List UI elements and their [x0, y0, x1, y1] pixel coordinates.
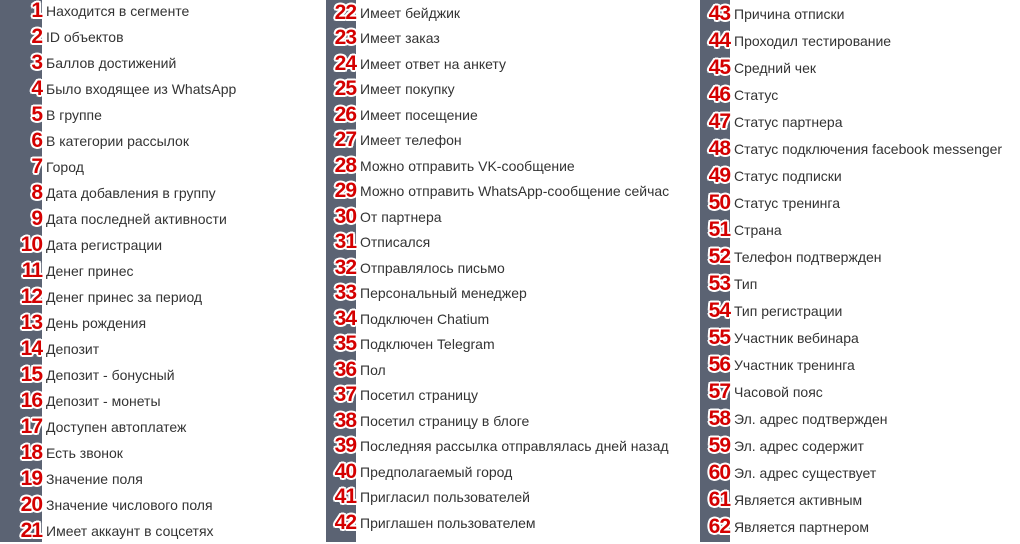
condition-number-badge: 8	[31, 181, 42, 204]
condition-number-badge: 32	[334, 255, 356, 279]
condition-label: Имеет ответ на анкету	[360, 55, 506, 72]
condition-label: Пол	[360, 361, 386, 378]
condition-label: Депозит	[46, 341, 100, 357]
condition-list	[0, 0, 236, 544]
condition-number-badge: 35	[334, 332, 356, 356]
condition-label: Участник вебинара	[734, 329, 859, 346]
condition-label: Статус тренинга	[734, 194, 840, 211]
condition-number-badge: 31	[334, 230, 356, 254]
condition-label: Имеет заказ	[360, 30, 440, 47]
condition-label: Было входящее из WhatsApp	[46, 81, 237, 97]
condition-label: ID объектов	[46, 29, 124, 45]
condition-item[interactable]	[700, 216, 1002, 243]
condition-item[interactable]	[700, 135, 1002, 162]
condition-item[interactable]	[0, 24, 236, 50]
condition-item[interactable]	[700, 405, 1002, 432]
condition-label: Телефон подтвержден	[734, 248, 882, 265]
condition-label: Статус подключения facebook messenger	[734, 140, 1003, 157]
condition-item[interactable]	[326, 204, 669, 230]
condition-number-badge: 29	[334, 179, 356, 203]
condition-number-badge: 20	[20, 493, 42, 516]
condition-number-badge: 12	[20, 285, 42, 308]
condition-number-badge: 56	[708, 352, 730, 376]
condition-label: Часовой пояс	[734, 383, 823, 400]
condition-item[interactable]	[0, 258, 236, 284]
condition-label: Находится в сегменте	[46, 3, 190, 19]
condition-item[interactable]	[0, 466, 236, 492]
condition-number-badge: 38	[334, 408, 356, 432]
condition-label: День рождения	[46, 315, 147, 331]
condition-label: В категории рассылок	[46, 133, 189, 149]
condition-number-badge: 2	[31, 25, 42, 48]
condition-item[interactable]	[700, 459, 1002, 486]
condition-number-badge: 46	[708, 82, 730, 106]
condition-number-badge: 52	[708, 244, 730, 268]
condition-number-badge: 60	[708, 460, 730, 484]
condition-label: Персональный менеджер	[360, 285, 527, 302]
condition-number-badge: 23	[334, 26, 356, 50]
condition-item[interactable]	[700, 297, 1002, 324]
condition-item[interactable]	[326, 459, 669, 485]
condition-label: Последняя рассылка отправлялась дней назад	[360, 438, 669, 455]
condition-number-badge: 36	[334, 357, 356, 381]
condition-label: Депозит - монеты	[46, 393, 161, 409]
condition-item[interactable]	[326, 26, 669, 52]
condition-item[interactable]	[0, 128, 236, 154]
condition-label: Является партнером	[734, 518, 869, 535]
condition-item[interactable]	[326, 77, 669, 103]
condition-label: В группе	[46, 107, 102, 123]
condition-number-badge: 6	[31, 129, 42, 152]
condition-item[interactable]	[326, 0, 669, 26]
condition-label: Тип регистрации	[734, 302, 843, 319]
condition-item[interactable]	[326, 332, 669, 358]
condition-item[interactable]	[0, 102, 236, 128]
condition-item[interactable]	[326, 179, 669, 205]
condition-item[interactable]	[326, 102, 669, 128]
condition-number-badge: 47	[708, 109, 730, 133]
condition-label: Причина отписки	[734, 5, 845, 22]
condition-item[interactable]	[326, 434, 669, 460]
condition-label: Подключен Chatium	[360, 310, 490, 327]
condition-item[interactable]	[700, 270, 1002, 297]
condition-list	[700, 0, 1002, 540]
condition-item[interactable]	[0, 206, 236, 232]
condition-label: Можно отправить VK-сообщение	[360, 157, 575, 174]
condition-number-badge: 7	[31, 155, 42, 178]
condition-item[interactable]	[700, 108, 1002, 135]
condition-item[interactable]	[326, 408, 669, 434]
condition-label: Подключен Telegram	[360, 336, 495, 353]
condition-item[interactable]	[700, 378, 1002, 405]
condition-number-badge: 10	[20, 233, 42, 256]
condition-number-badge: 37	[334, 383, 356, 407]
condition-item[interactable]	[700, 54, 1002, 81]
condition-label: Участник тренинга	[734, 356, 855, 373]
condition-number-badge: 58	[708, 406, 730, 430]
condition-number-badge: 41	[334, 485, 356, 509]
condition-item[interactable]	[700, 513, 1002, 540]
condition-label: Доступен автоплатеж	[46, 419, 187, 435]
condition-label: Пригласил пользователей	[360, 489, 530, 506]
condition-number-badge: 49	[708, 163, 730, 187]
condition-number-badge: 27	[334, 128, 356, 152]
condition-number-badge: 28	[334, 153, 356, 177]
condition-item[interactable]	[700, 81, 1002, 108]
condition-label: Имеет бейджик	[360, 4, 461, 21]
condition-item[interactable]	[0, 518, 236, 544]
condition-number-badge: 43	[708, 1, 730, 25]
condition-label: Страна	[734, 221, 782, 238]
condition-number-badge: 59	[708, 433, 730, 457]
condition-item[interactable]	[326, 255, 669, 281]
condition-label: Статус подписки	[734, 167, 842, 184]
condition-label: Средний чек	[734, 59, 817, 76]
condition-number-badge: 3	[31, 51, 42, 74]
condition-label: Эл. адрес подтвержден	[734, 410, 888, 427]
condition-number-badge: 17	[20, 415, 42, 438]
condition-label: Статус	[734, 86, 779, 103]
condition-item[interactable]	[700, 324, 1002, 351]
condition-number-badge: 14	[20, 337, 42, 360]
condition-label: Имеет покупку	[360, 81, 455, 98]
condition-label: Значение числового поля	[46, 497, 213, 513]
condition-number-badge: 4	[31, 77, 42, 100]
condition-label: Значение поля	[46, 471, 143, 487]
condition-number-badge: 24	[334, 51, 356, 75]
condition-number-badge: 15	[20, 363, 42, 386]
condition-number-badge: 26	[334, 102, 356, 126]
condition-column-3	[700, 0, 1020, 542]
condition-number-badge: 42	[334, 510, 356, 534]
condition-item[interactable]	[0, 310, 236, 336]
condition-number-badge: 62	[708, 514, 730, 538]
condition-number-badge: 5	[31, 103, 42, 126]
condition-label: Дата последней активности	[46, 211, 227, 227]
condition-number-badge: 1	[31, 0, 42, 22]
condition-number-badge: 25	[334, 77, 356, 101]
condition-item[interactable]	[0, 492, 236, 518]
condition-label: Можно отправить WhatsApp-сообщение сейчас	[360, 183, 670, 200]
condition-label: Денег принес	[46, 263, 134, 279]
condition-item[interactable]	[0, 154, 236, 180]
condition-label: Статус партнера	[734, 113, 843, 130]
condition-item[interactable]	[0, 388, 236, 414]
condition-item[interactable]	[700, 486, 1002, 513]
condition-item[interactable]	[0, 50, 236, 76]
condition-label: Предполагаемый город	[360, 463, 513, 480]
condition-number-badge: 50	[708, 190, 730, 214]
condition-item[interactable]	[0, 414, 236, 440]
condition-item[interactable]	[0, 336, 236, 362]
condition-number-badge: 34	[334, 306, 356, 330]
condition-label: Имеет посещение	[360, 106, 478, 123]
condition-label: Дата добавления в группу	[46, 185, 216, 201]
condition-number-badge: 9	[31, 207, 42, 230]
condition-number-badge: 39	[334, 434, 356, 458]
condition-label: Имеет аккаунт в соцсетях	[46, 523, 214, 539]
condition-label: Денег принес за период	[46, 289, 203, 305]
condition-label: Тип	[734, 275, 758, 292]
condition-number-badge: 13	[20, 311, 42, 334]
condition-number-badge: 44	[708, 28, 730, 52]
condition-label: Дата регистрации	[46, 237, 163, 253]
condition-number-badge: 30	[334, 204, 356, 228]
condition-item[interactable]	[326, 485, 669, 511]
condition-label: Есть звонок	[46, 445, 123, 461]
condition-number-badge: 40	[334, 459, 356, 483]
condition-label: Является активным	[734, 491, 863, 508]
condition-label: Эл. адрес существует	[734, 464, 877, 481]
condition-list	[326, 0, 669, 536]
condition-label: Баллов достижений	[46, 55, 177, 71]
condition-item[interactable]	[0, 440, 236, 466]
condition-item[interactable]	[326, 153, 669, 179]
condition-label: Депозит - бонусный	[46, 367, 175, 383]
condition-number-badge: 57	[708, 379, 730, 403]
condition-number-badge: 51	[708, 217, 730, 241]
condition-item[interactable]	[326, 357, 669, 383]
condition-number-badge: 54	[708, 298, 730, 322]
condition-item[interactable]	[0, 180, 236, 206]
condition-item[interactable]	[0, 232, 236, 258]
condition-item[interactable]	[700, 162, 1002, 189]
condition-label: Эл. адрес содержит	[734, 437, 864, 454]
condition-item[interactable]	[0, 76, 236, 102]
condition-item[interactable]	[0, 362, 236, 388]
condition-item[interactable]	[326, 128, 669, 154]
condition-label: Посетил страницу в блоге	[360, 412, 530, 429]
condition-number-badge: 61	[708, 487, 730, 511]
condition-number-badge: 55	[708, 325, 730, 349]
condition-item[interactable]	[700, 189, 1002, 216]
condition-label: Город	[46, 159, 84, 175]
condition-label: От партнера	[360, 208, 442, 225]
condition-number-badge: 45	[708, 55, 730, 79]
condition-column-1	[0, 0, 310, 542]
condition-number-badge: 22	[334, 0, 356, 24]
condition-label: Отправлялось письмо	[360, 259, 505, 276]
condition-item[interactable]	[0, 284, 236, 310]
condition-item[interactable]	[326, 383, 669, 409]
condition-item[interactable]	[0, 0, 236, 24]
condition-item[interactable]	[700, 351, 1002, 378]
condition-label: Имеет телефон	[360, 132, 462, 149]
condition-item[interactable]	[326, 51, 669, 77]
condition-number-badge: 18	[20, 441, 42, 464]
condition-column-2	[326, 0, 686, 542]
condition-item[interactable]	[700, 243, 1002, 270]
condition-label: Отписался	[360, 234, 431, 251]
condition-item[interactable]	[700, 27, 1002, 54]
condition-number-badge: 53	[708, 271, 730, 295]
condition-label: Приглашен пользователем	[360, 514, 536, 531]
condition-number-badge: 21	[20, 519, 42, 542]
condition-number-badge: 19	[20, 467, 42, 490]
condition-label: Посетил страницу	[360, 387, 479, 404]
condition-item[interactable]	[326, 510, 669, 536]
condition-label: Проходил тестирование	[734, 32, 892, 49]
condition-item[interactable]	[700, 0, 1002, 27]
condition-item[interactable]	[326, 306, 669, 332]
condition-item[interactable]	[326, 281, 669, 307]
condition-item[interactable]	[700, 432, 1002, 459]
condition-number-badge: 11	[21, 259, 42, 282]
condition-number-badge: 48	[708, 136, 730, 160]
condition-item[interactable]	[326, 230, 669, 256]
condition-number-badge: 33	[334, 281, 356, 305]
condition-number-badge: 16	[20, 389, 42, 412]
